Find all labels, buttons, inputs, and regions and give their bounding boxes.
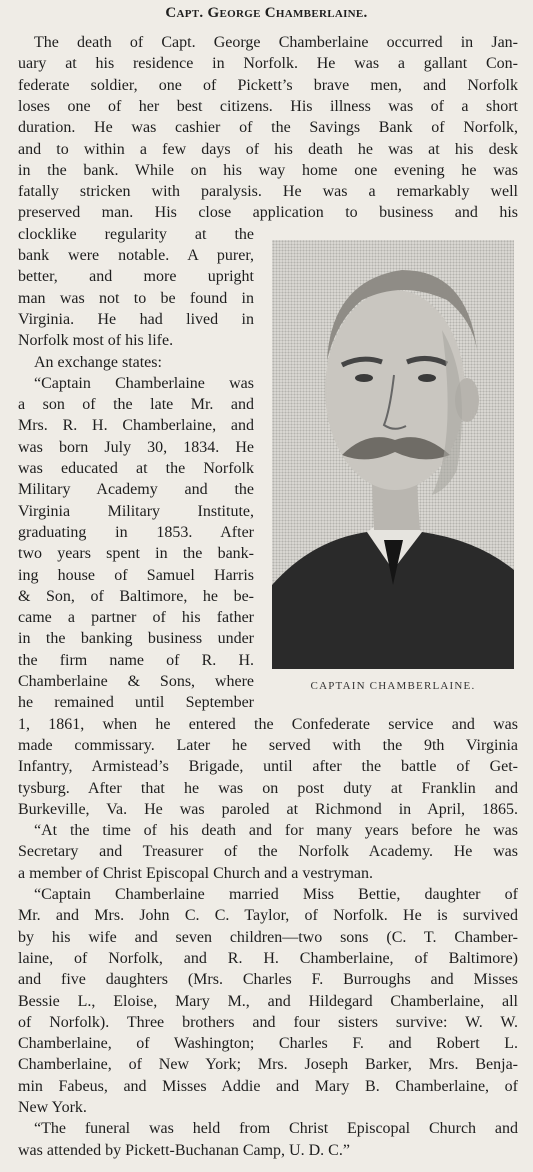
photo-caption: CAPTAIN CHAMBERLAINE. xyxy=(310,680,476,692)
text-line: Secretary and Treasurer of the Norfolk Academy. He was xyxy=(18,843,518,861)
text-line: An exchange states: xyxy=(34,353,162,371)
text-line: “Captain Chamberlaine married Miss Bettie, daughter of xyxy=(34,886,518,903)
text-line: 1, 1861, when he entered the Confederate service and was xyxy=(18,715,518,733)
text-line: Chamberlaine, of New York; Mrs. Joseph Barker, Mrs. Benja- xyxy=(18,1056,518,1074)
text-line: Virginia. He had lived in xyxy=(18,310,254,328)
text-line: duration. He was cashier of the Savings Bank of Norfolk, xyxy=(18,119,518,137)
text-line: Norfolk most of his life. xyxy=(18,332,174,350)
article-title: Capt. George Chamberlaine. xyxy=(165,5,368,21)
text-line: he remained until September xyxy=(18,694,254,712)
text-line: preserved man. His close application to business and his xyxy=(18,204,518,222)
text-line: a member of Christ Episcopal Church and a vestryman. xyxy=(18,864,374,882)
text-line: was born July 30, 1834. He xyxy=(18,438,254,456)
text-line: Military Academy and the xyxy=(18,481,254,499)
text-line: Bessie L., Eloise, Mary M., and Hildegard Chamberlaine, all xyxy=(18,992,518,1010)
text-line: fatally stricken with paralysis. He was a remarkably well xyxy=(18,183,518,201)
text-line: Virginia Military Institute, xyxy=(18,502,254,520)
text-line: Chamberlaine & Sons, where xyxy=(18,673,254,690)
text-line: the firm name of R. H. xyxy=(18,651,254,669)
text-line: Mrs. R. H. Chamberlaine, and xyxy=(18,417,254,435)
text-line: Infantry, Armistead’s Brigade, until after the battle of Get- xyxy=(18,758,518,776)
text-line: loses one of her best citizens. His illness was of a short xyxy=(18,97,518,115)
text-line: in the banking business under xyxy=(18,630,254,648)
text-line: Chamberlaine, of Washington; Charles F. and Robert L. xyxy=(18,1035,518,1053)
text-line: The death of Capt. George Chamberlaine occurred in Jan- xyxy=(34,34,518,51)
text-line: better, and more upright xyxy=(18,268,254,286)
text-line: two years spent in the bank- xyxy=(18,545,254,563)
text-line: graduating in 1853. After xyxy=(18,523,254,541)
text-line: bank were notable. A purer, xyxy=(18,247,254,264)
text-line: in the bank. While on his way home one evening he was xyxy=(18,161,518,179)
text-line: federate soldier, one of Pickett’s brave men, and Norfolk xyxy=(18,76,518,94)
text-line: made commissary. Later he served with the 9th Virginia xyxy=(18,736,518,754)
text-line: was attended by Pickett-Buchanan Camp, U. D. C.” xyxy=(18,1141,350,1159)
text-line: clocklike regularity at the xyxy=(18,225,254,243)
text-line: New York. xyxy=(18,1099,87,1116)
text-line: “The funeral was held from Christ Episcopal Church and xyxy=(34,1120,518,1138)
text-line: and five daughters (Mrs. Charles F. Burroughs and Misses xyxy=(18,971,518,989)
text-line: of Norfolk). Three brothers and four sisters survive: W. W. xyxy=(18,1013,518,1031)
text-line: laine, of Norfolk, and R. H. Chamberlaine, of Baltimore) xyxy=(18,949,518,967)
text-line: & Son, of Baltimore, he be- xyxy=(18,587,254,605)
text-line: min Fabeus, and Misses Addie and Mary B. Chamberlaine, of xyxy=(18,1077,518,1095)
text-line: and to within a few days of his death he was at his desk xyxy=(18,140,518,158)
portrait-figure xyxy=(272,240,514,669)
portrait-photo xyxy=(272,240,514,669)
text-line: was educated at the Norfolk xyxy=(18,460,254,477)
text-line: Mr. and Mrs. John C. C. Taylor, of Norfolk. He is survived xyxy=(18,907,518,925)
text-line: uary at his residence in Norfolk. He was a gallant Con- xyxy=(18,55,518,73)
text-line: Burkeville, Va. He was paroled at Richmond in April, 1865. xyxy=(18,800,518,818)
text-line: came a partner of his father xyxy=(18,609,254,627)
text-line: a son of the late Mr. and xyxy=(18,396,254,414)
text-line: ing house of Samuel Harris xyxy=(18,566,254,584)
text-line: “Captain Chamberlaine was xyxy=(34,374,254,392)
text-line: tysburg. After that he was on post duty at Franklin and xyxy=(18,779,518,797)
text-line: “At the time of his death and for many years before he was xyxy=(34,822,518,840)
text-line: man was not to be found in xyxy=(18,289,254,307)
text-line: by his wife and seven children—two sons (C. T. Chamber- xyxy=(18,928,518,946)
